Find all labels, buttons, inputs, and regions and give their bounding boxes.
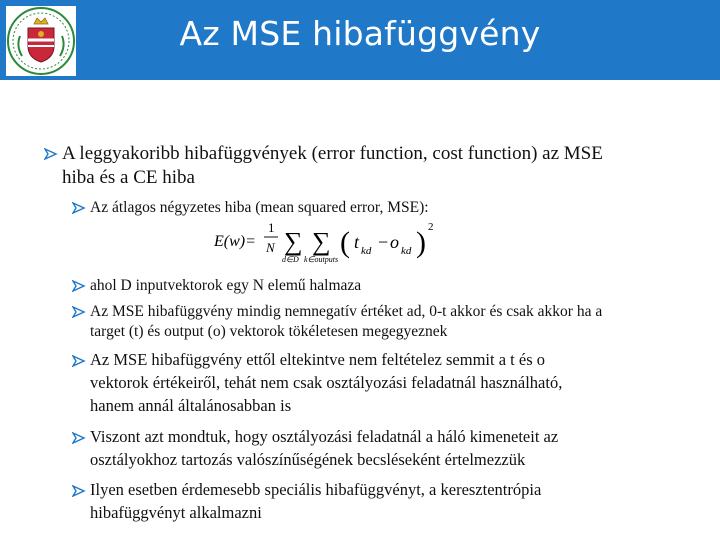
bullet-main-line2: hiba és a CE hiba bbox=[62, 167, 195, 188]
bullet-arrow-icon bbox=[72, 355, 86, 367]
sub-bullet-general-line2: vektorok értékeiről, tehát nem csak osztályozási feladatnál használható, bbox=[90, 373, 563, 392]
formula-o-sub: kd bbox=[401, 245, 412, 257]
sub-bullet-general bbox=[72, 350, 545, 370]
formula-o: o bbox=[390, 232, 399, 252]
bullet-main bbox=[44, 143, 603, 165]
sub-bullet-classification-line2: osztályokhoz tartozás valószínűségének becsléseként értelmezzük bbox=[90, 450, 526, 469]
sub-bullet-general-line3: hanem annál általánosabban is bbox=[90, 396, 292, 415]
sub-bullet-nonneg-line1: Az MSE hibafüggvény mindig nemnegatív értéket ad, 0-t akkor és csak akkor ha a bbox=[90, 303, 603, 320]
sub-bullet-general-cont2 bbox=[90, 396, 291, 416]
formula-sum1-sub: d∈D bbox=[282, 255, 299, 264]
svg-text:): ) bbox=[416, 226, 426, 259]
slide-title: Az MSE hibafüggvény bbox=[179, 14, 541, 53]
formula-power: 2 bbox=[428, 221, 434, 233]
formula-numerator: 1 bbox=[268, 220, 275, 235]
sub-bullet-classification bbox=[72, 427, 558, 447]
sub-bullet-nonneg-cont bbox=[90, 322, 447, 341]
sub-bullet-general-cont1 bbox=[90, 373, 562, 393]
formula-t: t bbox=[354, 232, 360, 252]
sub-bullet-mse-def-text: Az átlagos négyzetes hiba (mean squared error, MSE): bbox=[90, 199, 429, 216]
bullet-arrow-icon bbox=[72, 306, 86, 318]
formula-sum2-sub: k∈outputs bbox=[304, 255, 339, 264]
bullet-arrow-icon bbox=[72, 202, 86, 214]
svg-text:(: ( bbox=[340, 226, 350, 259]
sum-icon: ∑ bbox=[284, 227, 303, 256]
formula-lhs: E(w)= bbox=[214, 233, 256, 250]
sub-bullet-cross-entropy-line1: Ilyen esetben érdemesebb speciális hibafüggvényt, a keresztentrópia bbox=[90, 480, 542, 499]
sub-bullet-mse-def bbox=[72, 198, 429, 217]
bullet-arrow-icon bbox=[72, 432, 86, 444]
mse-formula bbox=[214, 218, 444, 266]
sub-bullet-nonneg bbox=[72, 302, 602, 321]
sub-bullet-classification-cont bbox=[90, 450, 525, 470]
bullet-main-cont bbox=[62, 167, 195, 189]
bullet-arrow-icon bbox=[72, 485, 86, 497]
bullet-arrow-icon bbox=[44, 148, 58, 160]
bullet-arrow-icon bbox=[72, 280, 86, 292]
bullet-main-line1: A leggyakoribb hibafüggvények (error function, cost function) az MSE bbox=[62, 143, 603, 164]
slide-header bbox=[0, 0, 720, 80]
sum-icon: ∑ bbox=[312, 227, 331, 256]
sub-bullet-cross-entropy bbox=[72, 480, 541, 500]
formula-denominator: N bbox=[266, 240, 275, 255]
sub-bullet-general-line1: Az MSE hibafüggvény ettől eltekintve nem feltételez semmit a t és o bbox=[90, 350, 545, 369]
formula-minus: − bbox=[378, 232, 389, 252]
sub-bullet-d-set bbox=[72, 276, 361, 295]
formula-t-sub: kd bbox=[361, 245, 372, 257]
sub-bullet-cross-entropy-cont bbox=[90, 503, 262, 523]
sub-bullet-classification-line1: Viszont azt mondtuk, hogy osztályozási feladatnál a háló kimeneteit az bbox=[90, 427, 559, 446]
sub-bullet-cross-entropy-line2: hibafüggvényt alkalmazni bbox=[90, 503, 262, 522]
sub-bullet-d-set-text: ahol D inputvektorok egy N elemű halmaza bbox=[90, 277, 362, 294]
sub-bullet-nonneg-line2: target (t) és output (o) vektorok tökéletesen megegyeznek bbox=[90, 323, 448, 340]
